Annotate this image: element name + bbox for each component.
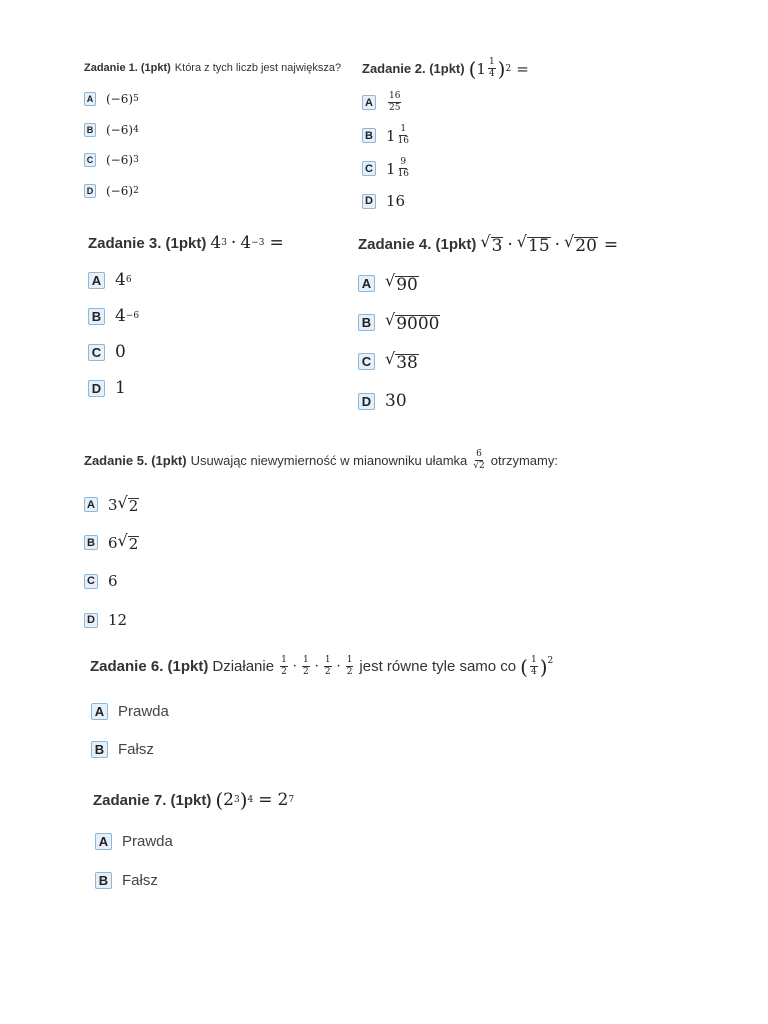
task-1-label: Zadanie 1. (1pkt) [84, 62, 171, 74]
option-letter: A [84, 92, 96, 106]
quarter-den: 4 [530, 667, 537, 677]
option-exp: 2 [133, 186, 139, 196]
expr-root-3: 20 [575, 236, 597, 256]
task-6-option-a[interactable] [91, 703, 169, 720]
expr-result-base: 2 [277, 790, 289, 810]
expr-base-1: 4 [210, 233, 222, 253]
task-7-option-b[interactable] [95, 872, 158, 889]
task-5-question: Usuwając niewymierność w mianowniku ułamka [190, 453, 468, 468]
task-3-title [88, 233, 284, 253]
task-5-option-a[interactable]: A 3 √ 2 [84, 495, 139, 515]
task-5-question-end: otrzymamy: [490, 453, 558, 468]
option-whole: 1 [386, 126, 396, 145]
option-den: 16 [397, 169, 409, 179]
option-den: 16 [397, 136, 409, 146]
option-exp: 4 [133, 125, 139, 135]
task-3 [88, 233, 284, 253]
task-7 [93, 790, 294, 810]
option-base: (−6) [106, 184, 134, 198]
option-value: Prawda [122, 833, 173, 850]
half-num: 1 [324, 655, 331, 665]
task-7-title: Zadanie 7. (1pkt) ( 2 3 ) 4 = 2 7 [93, 788, 295, 812]
task-5-title: Zadanie 5. (1pkt) Usuwając niewymierność w mianowniku ułamka $\frac{6}{√2}$ otrzymamy: [84, 449, 558, 471]
task-6-question: Działanie [212, 658, 275, 675]
option-value: 12 [108, 611, 128, 629]
expr-base-2: 4 [240, 233, 252, 253]
option-base: (−6) [106, 123, 134, 137]
fraction-numerator: 6 [476, 449, 482, 459]
option-base: 4 [115, 270, 126, 290]
expr-eq: = [516, 59, 529, 78]
option-value: 1 [115, 378, 126, 398]
option-letter: B [362, 128, 376, 143]
expr-exp: 2 [505, 63, 512, 74]
task-1-option-b[interactable] [84, 123, 139, 137]
task-6-label: Zadanie 6. (1pkt) [90, 658, 209, 675]
task-2-option-c[interactable] [362, 158, 411, 179]
option-num: 16 [389, 91, 401, 101]
option-letter: D [362, 194, 376, 209]
expr-dot: · [230, 233, 237, 253]
option-letter: C [88, 344, 105, 361]
task-4-option-b[interactable]: B √ 9000 [358, 312, 440, 334]
half-num: 1 [346, 655, 353, 665]
task-5 [84, 450, 558, 471]
option-letter: C [358, 353, 375, 370]
option-root: 38 [396, 353, 418, 373]
option-letter: B [91, 741, 108, 758]
option-value: 16 [386, 192, 406, 210]
task-4-option-a[interactable]: A √ 90 [358, 273, 419, 295]
task-4-title: Zadanie 4. (1pkt) √ 3 · √ 15 · √ 20 = [358, 232, 619, 256]
option-letter: B [95, 872, 112, 889]
expr-root-2: 15 [528, 236, 550, 256]
task-1-question: Która z tych liczb jest największa? [174, 62, 342, 74]
expr-eq: = [269, 233, 284, 253]
task-3-option-a[interactable] [88, 270, 132, 290]
option-coef: 6 [108, 533, 118, 552]
option-whole: 1 [386, 159, 396, 178]
option-letter: A [88, 272, 105, 289]
option-letter: A [358, 275, 375, 292]
expr-whole: 1 [476, 59, 486, 78]
option-letter: C [362, 161, 376, 176]
option-value: Prawda [118, 703, 169, 720]
option-exp: −6 [125, 311, 140, 321]
task-4-option-d[interactable] [358, 391, 407, 411]
option-letter: A [95, 833, 112, 850]
option-root: 2 [128, 535, 139, 553]
expr-root-1: 3 [491, 236, 503, 256]
option-base: 4 [115, 306, 126, 326]
task-6-title: Zadanie 6. (1pkt) Działanie $\frac{1}{2}$ · $\frac{1}{2}$ · $\frac{1}{2}$ · $\frac{1}{2}$ jest równe tyle samo co ( $\frac{1}{4}$ ) $^2$ [90, 654, 554, 679]
option-root: 90 [396, 275, 418, 295]
expr-dot: · [507, 234, 513, 255]
option-root: 9000 [396, 314, 440, 334]
half-den: 2 [302, 667, 309, 677]
half-den: 2 [346, 667, 353, 677]
expr-dot: · [336, 659, 341, 674]
option-value: 30 [385, 391, 407, 411]
task-1-option-a[interactable] [84, 92, 139, 106]
option-value: 0 [115, 342, 126, 362]
option-letter: D [358, 393, 375, 410]
option-letter: B [84, 123, 96, 137]
option-exp: 6 [125, 275, 132, 285]
task-3-option-b[interactable] [88, 306, 139, 326]
expr-inner-exp: 3 [234, 795, 240, 805]
expr-eq: = [603, 234, 619, 255]
half-den: 2 [281, 667, 287, 677]
expr-dot: · [314, 659, 319, 674]
option-value: Fałsz [118, 741, 154, 758]
task-2-option-b[interactable] [362, 125, 411, 146]
expr-exp: 2 [547, 656, 554, 666]
task-4 [358, 234, 618, 256]
task-5-option-c[interactable] [84, 572, 118, 590]
task-3-option-d[interactable] [88, 378, 126, 398]
expr-exp-2: −3 [251, 238, 265, 248]
option-root: 2 [128, 497, 139, 515]
task-1-title [84, 62, 341, 74]
option-letter: B [84, 535, 98, 550]
task-7-label: Zadanie 7. (1pkt) [93, 791, 212, 809]
expr-eq: = [258, 790, 273, 810]
option-den: 25 [389, 103, 401, 113]
half-num: 1 [281, 655, 287, 665]
fraction-denominator: 2 [479, 461, 485, 471]
expr-base: 2 [223, 790, 234, 810]
option-coef: 3 [108, 495, 118, 514]
option-letter: D [88, 380, 105, 397]
option-value: Fałsz [122, 872, 158, 889]
expr-result-exp: 7 [288, 795, 295, 805]
option-letter: A [91, 703, 108, 720]
option-letter: C [84, 153, 96, 167]
expr-num: 1 [488, 57, 495, 67]
task-7-option-a[interactable] [95, 833, 173, 850]
option-base: (−6) [106, 92, 134, 106]
option-letter: A [84, 497, 98, 512]
option-num: 9 [400, 157, 407, 167]
task-6-option-b[interactable] [91, 741, 154, 758]
expr-den: 4 [488, 69, 495, 79]
option-letter: B [358, 314, 375, 331]
option-value: 6 [108, 572, 118, 590]
task-4-option-c[interactable]: C √ 38 [358, 351, 419, 373]
half-den: 2 [324, 667, 331, 677]
task-3-label: Zadanie 3. (1pkt) [88, 234, 207, 252]
half-num: 1 [302, 655, 309, 665]
task-1 [84, 62, 341, 74]
option-letter: D [84, 184, 96, 198]
task-2-option-a[interactable] [362, 92, 403, 113]
task-6 [90, 656, 553, 677]
task-2-option-d[interactable] [362, 192, 405, 210]
option-num: 1 [400, 124, 407, 134]
task-5-label: Zadanie 5. (1pkt) [84, 453, 187, 468]
option-letter: C [84, 574, 98, 589]
option-exp: 5 [133, 94, 139, 104]
task-1-option-c[interactable] [84, 153, 139, 167]
expr-outer-exp: 4 [247, 795, 254, 805]
option-base: (−6) [106, 153, 134, 167]
task-2-title: Zadanie 2. (1pkt) ( 1 $\frac{1}{4}$ ) 2 = [362, 56, 529, 81]
option-letter: B [88, 308, 105, 325]
task-6-question-end: jest równe tyle samo co [359, 658, 517, 675]
option-exp: 3 [133, 155, 139, 165]
task-2-label: Zadanie 2. (1pkt) [362, 61, 465, 76]
expr-exp-1: 3 [221, 238, 227, 248]
task-3-option-c[interactable] [88, 342, 126, 362]
task-5-option-b[interactable]: B 6 √ 2 [84, 533, 139, 553]
task-1-option-d[interactable] [84, 184, 139, 198]
task-5-option-d[interactable] [84, 611, 127, 629]
task-4-label: Zadanie 4. (1pkt) [358, 236, 477, 254]
expr-dot: · [554, 234, 561, 255]
expr-dot: · [292, 659, 297, 674]
quarter-num: 1 [530, 655, 537, 665]
option-letter: A [362, 95, 376, 110]
option-letter: D [84, 613, 98, 628]
task-2 [362, 58, 529, 79]
